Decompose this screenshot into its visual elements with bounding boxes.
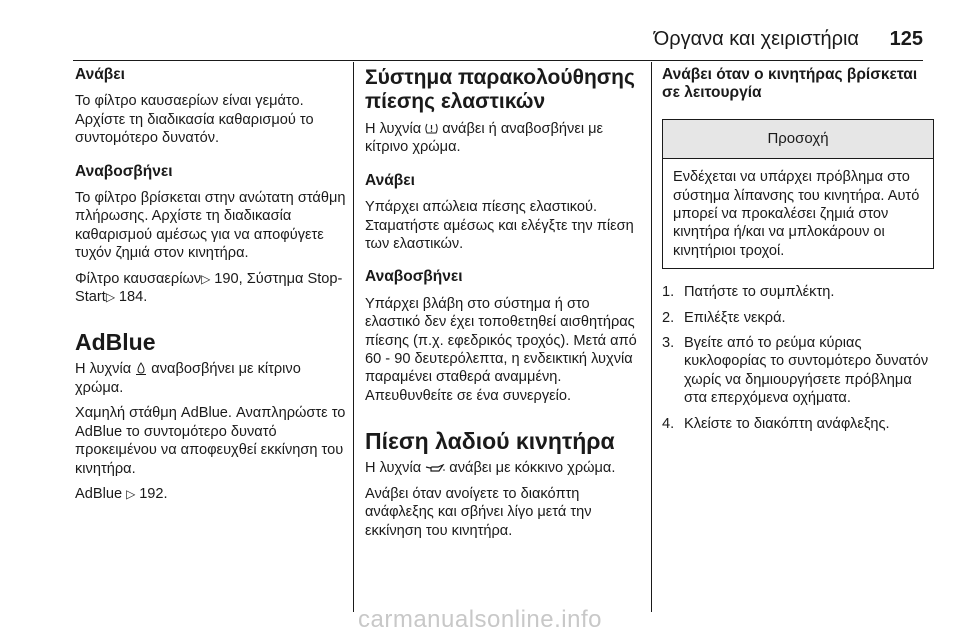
oil-pressure-lamp-icon bbox=[425, 464, 445, 474]
column-3 bbox=[662, 66, 934, 440]
reference-arrow-icon: ▷ bbox=[126, 486, 136, 501]
section-heading-flashing: Αναβοσβήνει bbox=[75, 162, 173, 180]
section-heading-lights: Ανάβει bbox=[365, 171, 415, 189]
list-item: 4. Κλείστε το διακόπτη ανάφλεξης. bbox=[662, 415, 890, 432]
cross-references: AdBlue ▷ 192. bbox=[75, 485, 168, 502]
tyre-pressure-lamp-icon bbox=[425, 122, 438, 135]
section-heading-engine-running: Ανάβει όταν ο κινητήρας βρίσκεται σε λειτουργία bbox=[662, 66, 918, 102]
section-heading-adblue: AdBlue bbox=[75, 329, 156, 356]
section-heading-flashing: Αναβοσβήνει bbox=[365, 268, 463, 286]
adblue-lamp-icon bbox=[135, 362, 147, 375]
column-1 bbox=[75, 66, 347, 510]
section-heading-oil-pressure: Πίεση λαδιού κινητήρα bbox=[365, 428, 615, 455]
section-heading-tpms: Σύστημα παρακολούθησης πίεσης ελαστικών bbox=[365, 66, 635, 113]
steps-list bbox=[662, 283, 934, 433]
section-text: Το φίλτρο καυσαερίων είναι γεμάτο. Αρχίστε τη διαδικασία καθαρισμού το συντομότερο δυνατόν. bbox=[75, 93, 314, 147]
section-text: Υπάρχει βλάβη στο σύστημα ή στο ελαστικό δεν έχει τοποθετηθεί αισθητήρας πίεσης (π.χ. εφεδρικός τροχός). Μετά από 60 - 90 δευτερόλεπτα, η ενδεικτική λυχνία παραμένει σταθερά αναμμένη. Απευθυνθείτε σε ένα συνεργείο. bbox=[365, 295, 637, 404]
list-item: 1. Πατήστε το συμπλέκτη. bbox=[662, 284, 835, 301]
caution-title: Προσοχή bbox=[663, 120, 933, 159]
reference-page: 184 bbox=[118, 289, 144, 306]
section-heading-lights: Ανάβει bbox=[75, 66, 125, 83]
list-item: 2. Επιλέξτε νεκρά. bbox=[662, 309, 786, 326]
reference-link[interactable]: AdBlue bbox=[75, 485, 123, 502]
cross-references: Φίλτρο καυσαερίων▷ 190, Σύστημα Stop-Start▷ 184. bbox=[75, 270, 343, 306]
reference-arrow-icon: ▷ bbox=[201, 271, 211, 286]
lamp-description: Η λυχνία ανάβει με κόκκινο χρώμα. bbox=[365, 460, 616, 477]
lamp-description: Η λυχνία ανάβει ή αναβοσβήνει με κίτρινο χρώμα. bbox=[365, 121, 604, 156]
reference-page: 190 bbox=[214, 270, 239, 287]
caution-box bbox=[662, 119, 934, 269]
column-divider-2 bbox=[651, 62, 652, 612]
reference-arrow-icon: ▷ bbox=[105, 290, 116, 305]
section-text: Ανάβει όταν ανοίγετε το διακόπτη ανάφλεξης και σβήνει λίγο μετά την εκκίνηση του κινητήρα. bbox=[365, 485, 592, 539]
column-2 bbox=[365, 66, 643, 547]
reference-link[interactable]: Σύστημα Stop-Start bbox=[75, 270, 343, 306]
reference-link[interactable]: Φίλτρο καυσαερίων bbox=[75, 270, 202, 287]
list-item: 3. Βγείτε από το ρεύμα κύριας κυκλοφορίας το συντομότερο δυνατόν χωρίς να δημιουργήσετε πρόβλημα στα επερχόμενα οχήματα. bbox=[662, 335, 929, 407]
section-text: Χαμηλή στάθμη AdBlue. Αναπληρώστε το AdBlue το συντομότερο δυνατό προκειμένου να αποφευχθεί εκκίνηση του κινητήρα. bbox=[75, 405, 346, 477]
caution-text: Ενδέχεται να υπάρχει πρόβλημα στο σύστημα λίπανσης του κινητήρα. Αυτό μπορεί να προκαλέσει ζημιά στον κινητήρα ή/και να μπλοκάρουν οι κινητήριοι τροχοί. bbox=[673, 169, 920, 259]
watermark: carmanualsonline.info bbox=[358, 606, 602, 633]
reference-page: 192 bbox=[139, 485, 164, 502]
column-divider-1 bbox=[353, 62, 354, 612]
page-header bbox=[0, 20, 923, 60]
page-number: 125 bbox=[889, 28, 923, 50]
section-text: Το φίλτρο βρίσκεται στην ανώτατη στάθμη πλήρωσης. Αρχίστε τη διαδικασία καθαρισμού αμέσως για να αποφύγετε τυχόν ζημιά στον κινητήρα. bbox=[75, 190, 346, 262]
page-title: Όργανα και χειριστήρια bbox=[653, 28, 859, 50]
header-divider bbox=[73, 60, 923, 61]
lamp-description: Η λυχνία αναβοσβήνει με κίτρινο χρώμα. bbox=[75, 361, 301, 396]
section-text: Υπάρχει απώλεια πίεσης ελαστικού. Σταματήστε αμέσως και ελέγξτε την πίεση των ελαστικών. bbox=[365, 199, 634, 253]
